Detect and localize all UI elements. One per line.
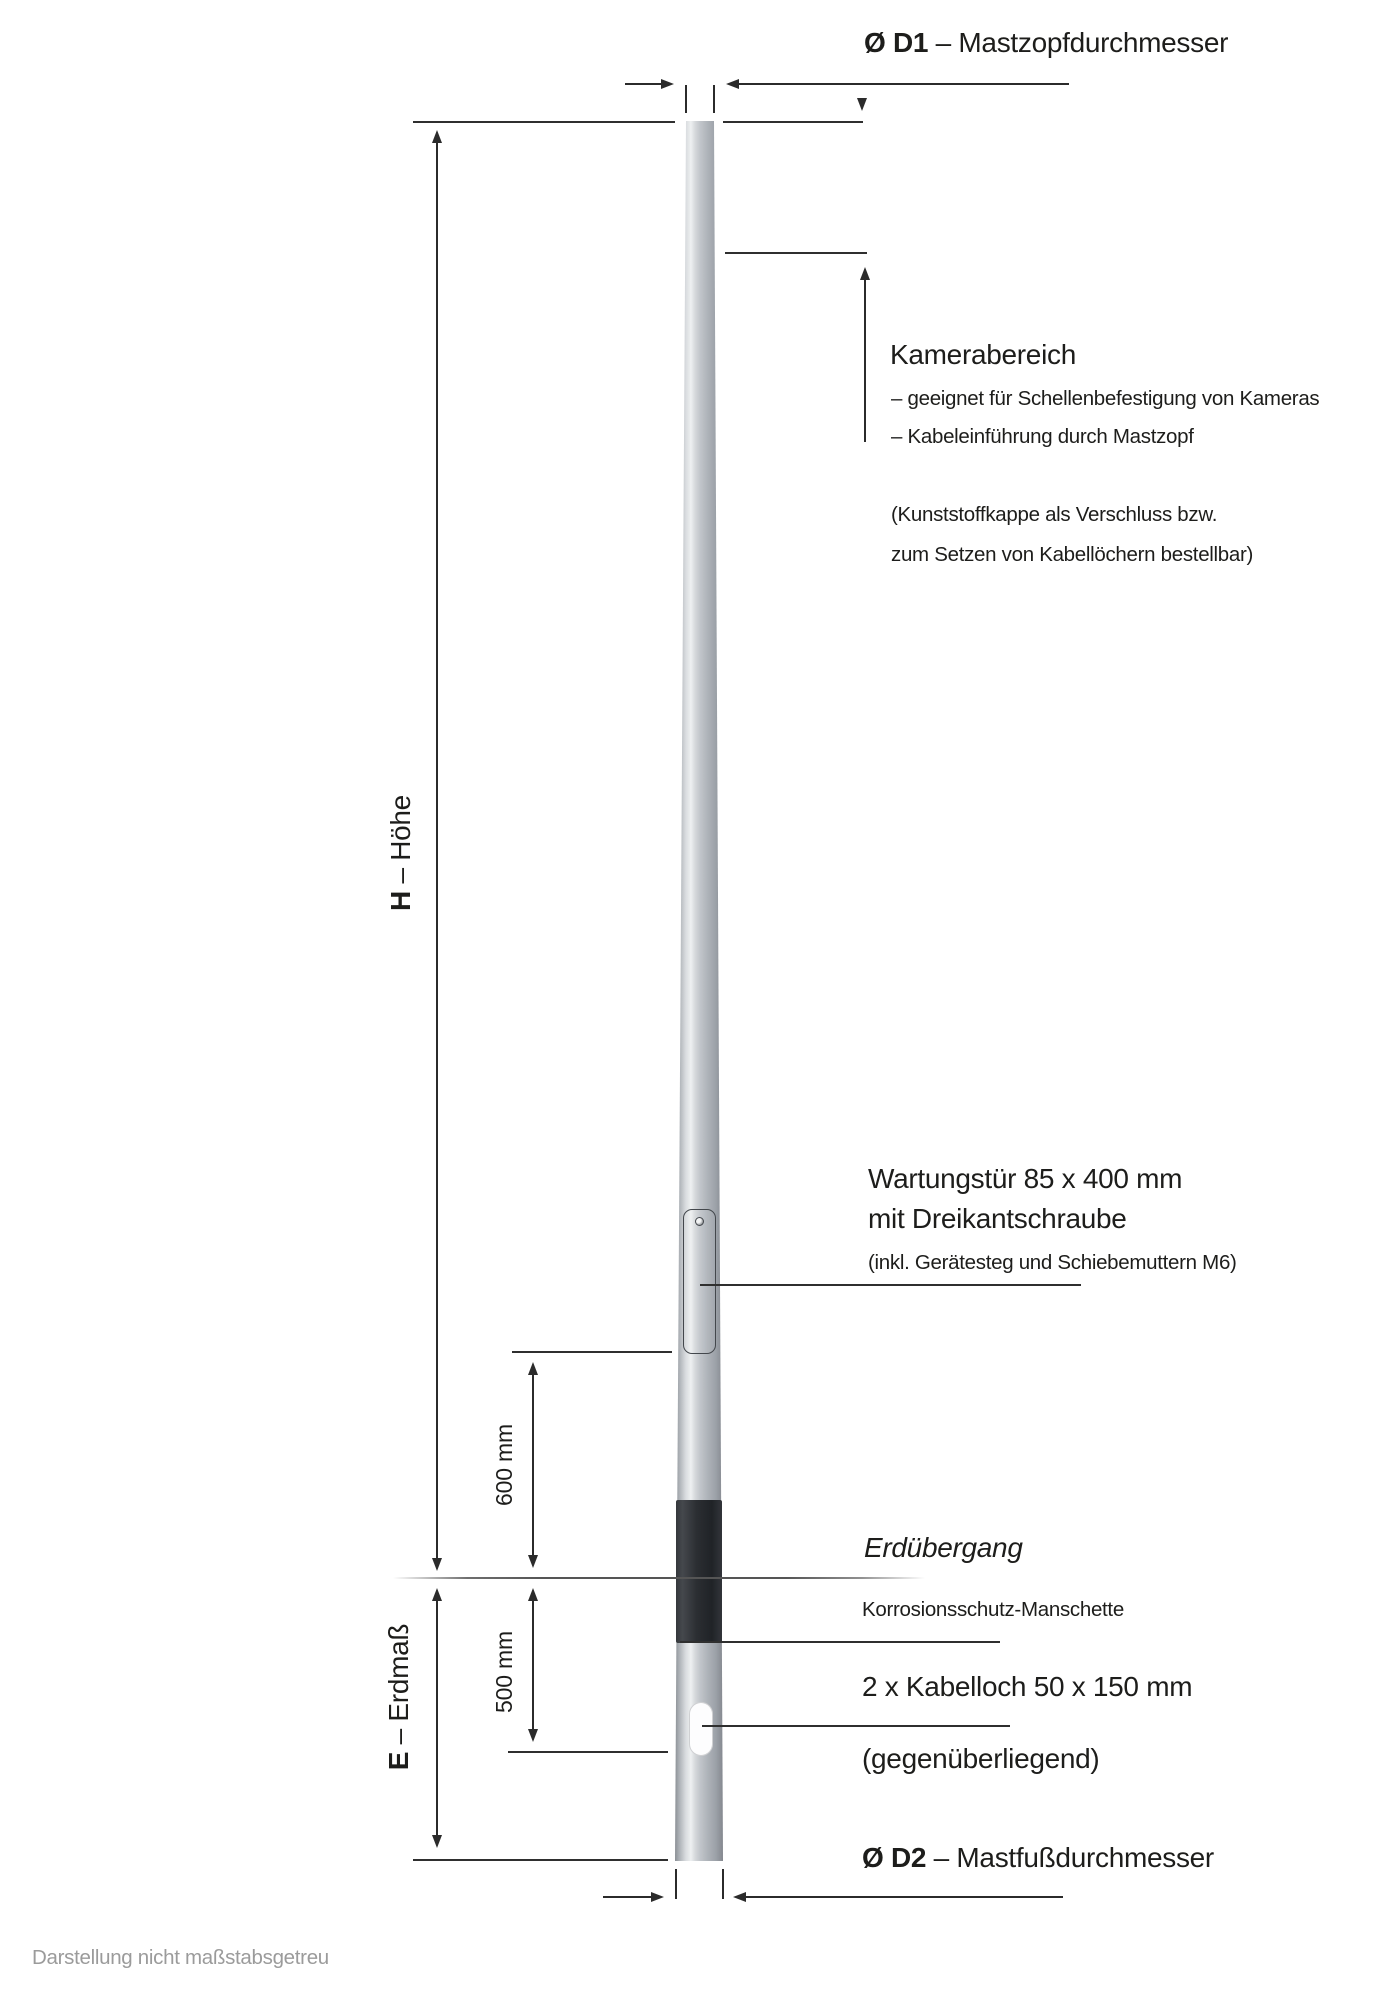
- sleeve-leader-line: [680, 1641, 1000, 1643]
- corrosion-sleeve: [676, 1500, 722, 1643]
- d1-extension-down-arrow-icon: [857, 98, 867, 111]
- triangular-screw-icon: [695, 1217, 704, 1226]
- d2-dim-line-right: [746, 1896, 1063, 1898]
- d2-dim-line-left: [603, 1896, 651, 1898]
- pole-top-extension-line-left: [413, 121, 675, 123]
- d1-label: [864, 26, 1228, 60]
- footer-disclaimer: Darstellung nicht maßstabsgetreu: [32, 1946, 329, 1969]
- dim600-label: 600 mm: [491, 1424, 517, 1506]
- camera-note-line1: (Kunststoffkappe als Verschluss bzw.: [891, 503, 1218, 526]
- e-code: E: [383, 1751, 414, 1771]
- dim500-line: [532, 1599, 534, 1731]
- pole-top-extension-line-right: [723, 121, 863, 123]
- cable-leader-line: [702, 1725, 1010, 1727]
- h-text: – Höhe: [385, 795, 416, 884]
- cable-label-line1: 2 x Kabelloch 50 x 150 mm: [862, 1671, 1193, 1702]
- h-label: [384, 795, 418, 911]
- d1-dim-line-left: [625, 83, 663, 85]
- door-bottom-extension-line: [512, 1351, 672, 1353]
- camera-title: Kamerabereich: [890, 339, 1076, 370]
- d2-arrow-left-icon: [733, 1892, 746, 1902]
- dim500-label: 500 mm: [491, 1631, 517, 1713]
- d2-tick-left: [675, 1869, 677, 1899]
- d2-tick-right: [722, 1869, 724, 1899]
- h-dim-line: [436, 141, 438, 1560]
- d2-arrow-right-icon: [651, 1892, 664, 1902]
- d1-arrow-right-icon: [661, 79, 674, 89]
- door-label-line1: Wartungstür 85 x 400 mm: [868, 1163, 1183, 1194]
- door-label-line2: mit Dreikantschraube: [868, 1203, 1127, 1234]
- d2-code: Ø D2: [862, 1842, 927, 1873]
- dim600-line: [532, 1373, 534, 1559]
- ground-label: Erdübergang: [864, 1532, 1023, 1563]
- camera-arrow-line: [864, 278, 866, 442]
- camera-extension-line: [725, 252, 867, 254]
- d1-tick-left: [685, 85, 687, 113]
- sleeve-label: Korrosionsschutz-Manschette: [862, 1598, 1124, 1621]
- cable-slot: [689, 1702, 713, 1756]
- d2-label: [862, 1841, 1214, 1875]
- d1-text: – Mastzopfdurchmesser: [935, 27, 1229, 58]
- e-text: – Erdmaß: [383, 1623, 414, 1745]
- dim600-arrow-down-icon: [528, 1555, 538, 1568]
- dim500-arrow-down-icon: [528, 1729, 538, 1742]
- e-arrow-down-icon: [432, 1835, 442, 1848]
- h-code: H: [385, 891, 416, 911]
- door-note: (inkl. Gerätesteg und Schiebemuttern M6): [868, 1251, 1237, 1274]
- cable-label-line2: (gegenüberliegend): [862, 1743, 1100, 1774]
- ground-line: [393, 1577, 925, 1579]
- d1-tick-right: [713, 85, 715, 113]
- door-leader-line: [700, 1284, 1081, 1286]
- camera-bullet-2: – Kabeleinführung durch Mastzopf: [891, 425, 1194, 448]
- h-arrow-down-icon: [432, 1558, 442, 1571]
- d2-text: – Mastfußdurchmesser: [933, 1842, 1214, 1873]
- e-dim-line: [436, 1599, 438, 1836]
- dim500-extension-line: [508, 1751, 668, 1753]
- pole-bottom-extension-line: [413, 1859, 668, 1861]
- camera-bullet-1: – geeignet für Schellenbefestigung von Kameras: [891, 387, 1320, 410]
- d1-dim-line-right: [739, 83, 1069, 85]
- e-label: [382, 1624, 416, 1770]
- d1-code: Ø D1: [864, 27, 929, 58]
- camera-note-line2: zum Setzen von Kabellöchern bestellbar): [891, 543, 1254, 566]
- maintenance-door: [683, 1209, 716, 1354]
- d1-arrow-left-icon: [726, 79, 739, 89]
